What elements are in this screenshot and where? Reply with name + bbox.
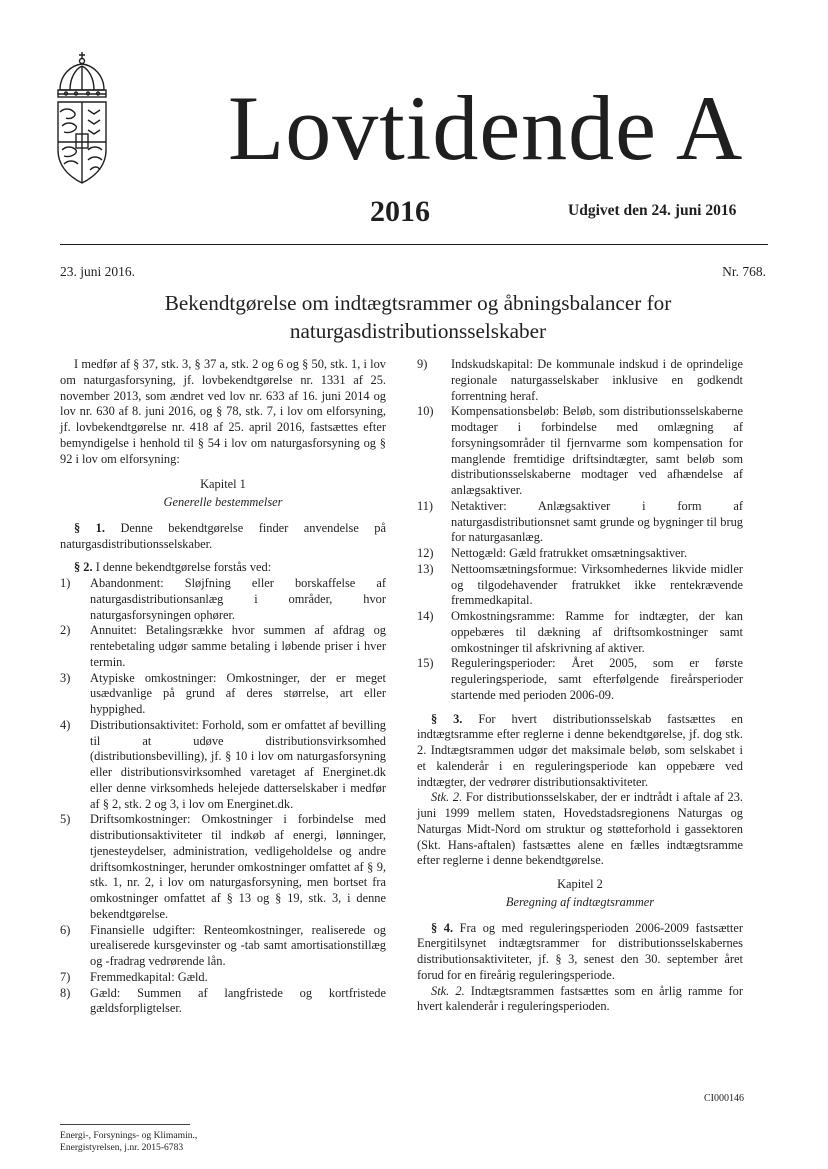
footnote-line-1: Energi-, Forsynings- og Klimamin., xyxy=(60,1130,198,1141)
chapter-1-heading: Kapitel 1 xyxy=(200,477,246,492)
document-title xyxy=(100,290,736,345)
definition-text: Reguleringsperioder: Året 2005, som er første reguleringsperiode, samt efterfølgende fireårsperioder startende med perioden 2006-09. xyxy=(451,656,743,702)
definition-number: 3) xyxy=(60,670,71,685)
definition-item xyxy=(60,970,386,986)
section-3-text: For hvert distributionsselskab fastsættes en indtægtsramme efter reglerne i denne bekendtgørelse, jf. dog stk. 2. Indtægtsrammen udgør det maksimale beløb, som selskabet i et kalenderår i en reguleringsperiode kan oppebære ved indtægter, der vedrører distributionsaktiviteter. xyxy=(417,711,743,789)
definition-number: 10) xyxy=(417,404,434,419)
right-column xyxy=(417,357,743,1015)
masthead-title: Lovtidende A xyxy=(228,77,744,179)
definitions-list-part-1 xyxy=(60,576,386,1017)
definition-text: Fremmedkapital: Gæld. xyxy=(90,969,208,984)
definition-item xyxy=(417,357,743,404)
definition-item xyxy=(60,671,386,718)
definition-item xyxy=(60,923,386,970)
definition-text: Indskudskapital: De kommunale indskud i de oprindelige regionale naturgasselskaber inklusive en godkendt forrentning heraf. xyxy=(451,357,743,403)
publication-year: 2016 xyxy=(370,195,430,228)
section-4-text: Fra og med reguleringsperioden 2006-2009 fastsætter Energitilsynet indtægtsrammer for distributionsselskabernes distributionsaktiviteter, jf. § 3, senest den 30. september året forud for en fireårig reguleringsperiode. xyxy=(417,920,743,982)
definition-number: 8) xyxy=(60,985,71,1000)
definition-number: 12) xyxy=(417,546,434,560)
definition-item xyxy=(417,609,743,656)
issue-date: 23. juni 2016. xyxy=(60,264,136,279)
definition-number: 4) xyxy=(60,717,71,732)
definition-text: Distributionsaktivitet: Forhold, som er omfattet af bevilling til at udøve distributionsvirksomhed (distributionsbevilling), jf. § 10 i lov om naturgasforsyning eller distributionsvirksomhed varetaget af Energinet.dk eller denne virksomheds helejede datterselskaber i medfør af § 2, stk. 2 og 3, i lov om Energinet.dk. xyxy=(90,717,386,811)
section-4-number: § 4. xyxy=(431,920,454,935)
subsection-text: Indtægtsrammen fastsættes som en årlig ramme for hvert kalenderår i reguleringsperioden. xyxy=(417,983,743,1014)
header-divider xyxy=(60,244,768,245)
issue-number: Nr. 768. xyxy=(722,264,766,279)
definition-item xyxy=(60,812,386,922)
coat-of-arms-emblem xyxy=(52,50,112,186)
document-code: CI000146 xyxy=(704,1093,744,1104)
section-2-text: I denne bekendtgørelse forstås ved: xyxy=(92,560,272,575)
definition-item xyxy=(60,986,386,1018)
chapter-2-heading: Kapitel 2 xyxy=(557,877,603,891)
document-title-line-1: Bekendtgørelse om indtægtsrammer og åbningsbalancer for xyxy=(164,291,672,315)
definition-number: 2) xyxy=(60,623,71,638)
section-3-number: § 3. xyxy=(431,711,463,726)
definition-text: Gæld: Summen af langfristede og kortfristede gældsforpligtelser. xyxy=(90,985,386,1016)
footnote-line-2: Energistyrelsen, j.nr. 2015-6783 xyxy=(60,1141,184,1153)
footnote xyxy=(60,1130,197,1154)
definition-number: 14) xyxy=(417,609,434,623)
definition-text: Omkostningsramme: Ramme for indtægter, der kan oppebæres til dækning af driftsomkostninger samt omkostninger til afskrivning af aktiver. xyxy=(451,609,743,655)
section-1-number: § 1. xyxy=(74,520,105,535)
footnote-divider xyxy=(60,1124,190,1125)
section-2-paragraph xyxy=(60,560,386,576)
definition-text: Abandonment: Sløjfning eller borskaffelse af naturgasdistributionsanlæg i områder, hvor naturgasforsyningen ophører. xyxy=(90,576,386,622)
danish-coat-of-arms-icon xyxy=(52,50,112,186)
definition-text: Finansielle udgifter: Renteomkostninger, realiserede og urealiserede kursgevinster og -tab samt amortisationstillæg og -fradrag vedrørende lån. xyxy=(90,922,386,968)
section-2-number: § 2. xyxy=(74,560,93,575)
definition-text: Driftsomkostninger: Omkostninger i forbindelse med distributionsaktiviteter til indkøb af energi, lønninger, tjenesteydelser, administration, vedligeholdelse og andre driftsomkostninger, herunder omkostninger omfattet af § 9, stk. 1, nr. 2, i lov om naturgasforsyning, men bortset fra omkostninger omfattet af § 13 og § 19, stk. 3, i denne bekendtgørelse. xyxy=(90,812,386,921)
definition-number: 9) xyxy=(417,357,428,371)
document-title-line-2: naturgasdistributionsselskaber xyxy=(289,318,547,343)
definition-number: 7) xyxy=(60,969,71,984)
definition-item xyxy=(417,656,743,703)
definition-text: Nettoomsætningsformue: Virksomhedernes likvide midler og tilgodehavender fratrukket ikke rentekrævende fremmedkapital. xyxy=(451,561,743,608)
definition-item xyxy=(60,576,386,623)
definition-item xyxy=(417,546,743,562)
subsection-label: Stk. 2. xyxy=(431,983,465,998)
definition-item xyxy=(60,623,386,670)
subsection-label: Stk. 2. xyxy=(431,790,463,805)
definition-item xyxy=(60,718,386,813)
section-3-subsection-2 xyxy=(417,790,743,869)
chapter-1-subtitle: Generelle bestemmelser xyxy=(163,495,283,509)
definition-item xyxy=(417,562,743,609)
definition-text: Netaktiver: Anlægsaktiver i form af naturgasdistributionsnet samt grunde og bygninger til brug for naturgasanlæg. xyxy=(451,498,743,545)
definition-number: 5) xyxy=(60,812,71,827)
definition-text: Kompensationsbeløb: Beløb, som distributionsselskaberne modtager i forbindelse med omlægning af forsyningsområder til fjernvarme som kompensation for manglende fremtidige driftsindtægter, samt beløb som distributionsselskaberne modtager ved afhændelse af anlægsaktiver. xyxy=(451,404,743,497)
chapter-2-subtitle: Beregning af indtægtsrammer xyxy=(505,894,655,909)
definition-text: Atypiske omkostninger: Omkostninger, der er meget usædvanlige på grund af deres størrelse, art eller hyppighed. xyxy=(90,670,386,716)
section-3-paragraph xyxy=(417,712,743,791)
definition-number: 11) xyxy=(417,498,434,513)
publication-date: Udgivet den 24. juni 2016 xyxy=(568,202,737,219)
definition-number: 13) xyxy=(417,561,434,576)
definition-number: 1) xyxy=(60,576,71,590)
definition-item xyxy=(417,499,743,546)
definition-text: Nettogæld: Gæld fratrukket omsætningsaktiver. xyxy=(451,546,688,560)
definition-number: 15) xyxy=(417,656,434,671)
section-1-paragraph xyxy=(60,521,386,553)
section-1-text: Denne bekendtgørelse finder anvendelse på naturgasdistributionsselskaber. xyxy=(60,520,386,551)
preamble-paragraph: I medfør af § 37, stk. 3, § 37 a, stk. 2 og 6 og § 50, stk. 1, i lov om naturgasforsyning, jf. lovbekendtgørelse nr. 1331 af 25. november 2013, som ændret ved lov nr. 633 af 16. juni 2014 og lov nr. 630 af 8. juni 2016, og § 78, stk. 7, i lov om elforsyning, jf. lovbekendtgørelse nr. 418 af 25. april 2016, fastsættes efter bemyndigelse i henhold til § 54 i lov om naturgasforsyning og § 92 i lov om elforsyning: xyxy=(60,357,386,466)
definition-item xyxy=(417,404,743,499)
section-4-paragraph xyxy=(417,921,743,984)
definition-number: 6) xyxy=(60,922,71,937)
subsection-text: For distributionsselskaber, der er indtrådt i aftale af 23. juni 1999 mellem staten, Hovedstadsregionens Naturgas og Naturgas Midt-Nord om struktur og støtteforhold i gassektoren (Skt. Hans-aftalen) fastsættes alene en fælles indtægtsramme efter reglerne i denne bekendtgørelse. xyxy=(417,790,743,868)
definition-text: Annuitet: Betalingsrække hvor summen af afdrag og rentebetaling udgør samme betaling i løbende priser i hver termin. xyxy=(90,623,386,669)
left-column xyxy=(60,357,386,1017)
section-4-subsection-2 xyxy=(417,984,743,1016)
definitions-list-part-2 xyxy=(417,357,743,704)
